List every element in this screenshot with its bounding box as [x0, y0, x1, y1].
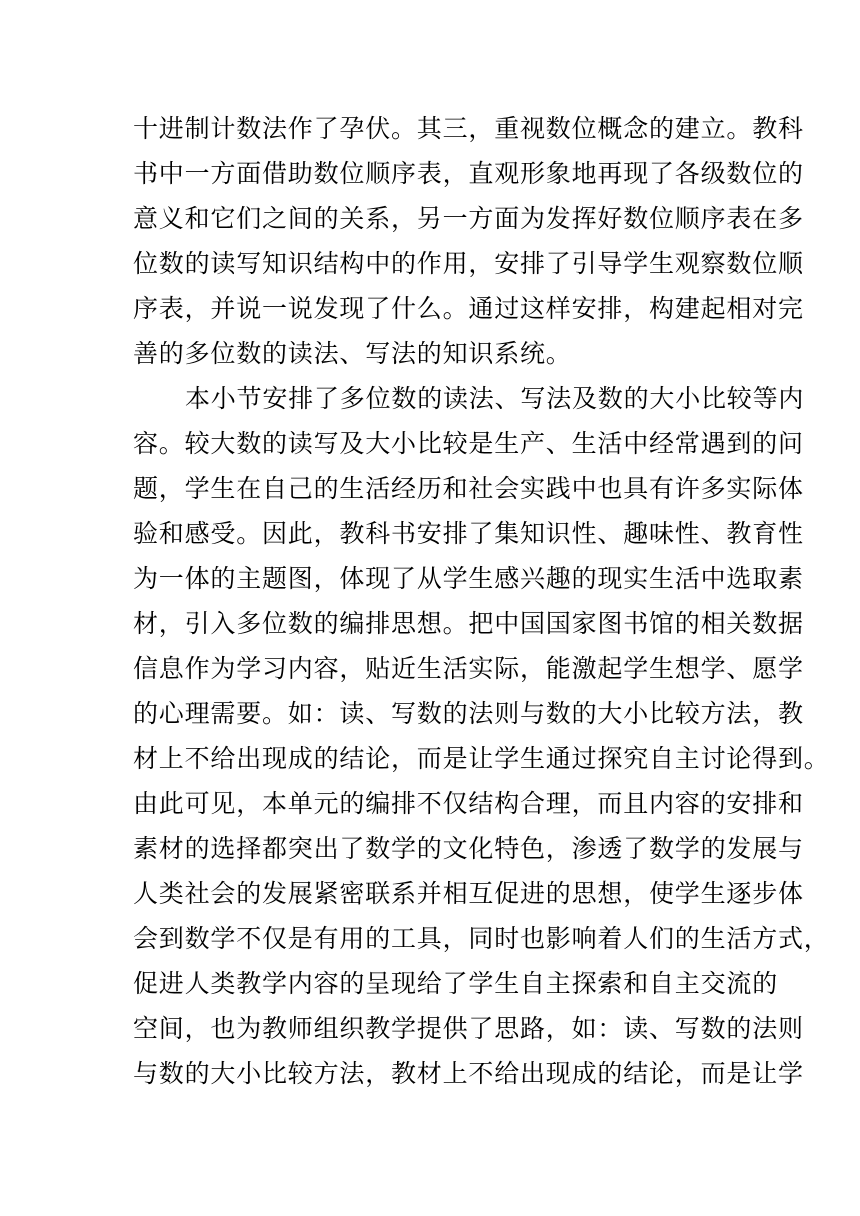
text-line: 意义和它们之间的关系，另一方面为发挥好数位顺序表在多 — [133, 204, 804, 233]
text-line: 为一体的主题图，体现了从学生感兴趣的现实生活中选取素 — [133, 564, 804, 593]
text-line: 材，引入多位数的编排思想。把中国国家图书馆的相关数据 — [133, 609, 804, 638]
text-line: 书中一方面借助数位顺序表，直观形象地再现了各级数位的 — [133, 159, 804, 188]
text-line: 空间，也为教师组织教学提供了思路，如：读、写数的法则 — [133, 1014, 804, 1043]
text-line: 与数的大小比较方法，教材上不给出现成的结论，而是让学 — [133, 1059, 804, 1088]
text-line: 容。较大数的读写及大小比较是生产、生活中经常遇到的问 — [133, 429, 804, 458]
text-line: 题，学生在自己的生活经历和社会实践中也具有许多实际体 — [133, 474, 804, 503]
text-line: 善的多位数的读法、写法的知识系统。 — [133, 339, 572, 368]
text-line: 促进人类教学内容的呈现给了学生自主探索和自主交流的 — [133, 969, 779, 998]
text-line: 会到数学不仅是有用的工具，同时也影响着人们的生活方式， — [133, 924, 830, 953]
paragraph-first-line: 本小节安排了多位数的读法、写法及数的大小比较等内 — [185, 384, 805, 413]
text-line: 位数的读写知识结构中的作用，安排了引导学生观察数位顺 — [133, 249, 804, 278]
text-line: 十进制计数法作了孕伏。其三，重视数位概念的建立。教科 — [133, 114, 804, 143]
text-line: 素材的选择都突出了数学的文化特色，渗透了数学的发展与 — [133, 834, 804, 863]
text-line: 验和感受。因此，教科书安排了集知识性、趣味性、教育性 — [133, 519, 804, 548]
text-line: 由此可见，本单元的编排不仅结构合理，而且内容的安排和 — [133, 789, 804, 818]
text-line: 信息作为学习内容，贴近生活实际，能激起学生想学、愿学 — [133, 654, 804, 683]
text-line: 人类社会的发展紧密联系并相互促进的思想，使学生逐步体 — [133, 879, 804, 908]
text-line: 材上不给出现成的结论，而是让学生通过探究自主讨论得到。 — [133, 744, 830, 773]
text-line: 序表，并说一说发现了什么。通过这样安排，构建起相对完 — [133, 294, 804, 323]
text-line: 的心理需要。如：读、写数的法则与数的大小比较方法，教 — [133, 699, 804, 728]
